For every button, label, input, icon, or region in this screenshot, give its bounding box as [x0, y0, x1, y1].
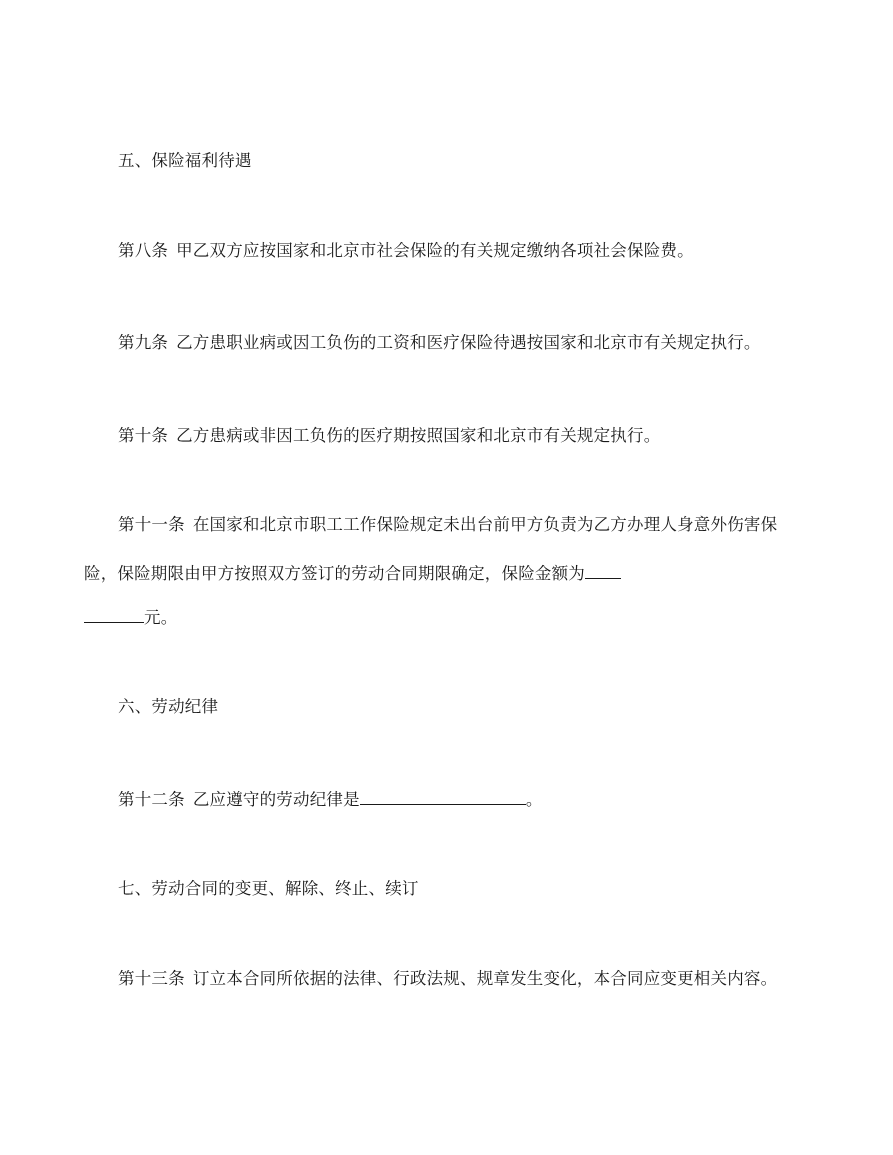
- article-13: [118, 968, 777, 990]
- article-number: 第八条: [118, 241, 169, 260]
- article-text: 甲乙双方应按国家和北京市社会保险的有关规定缴纳各项社会保险费。: [176, 241, 694, 260]
- article-11-line-3: [84, 606, 177, 629]
- article-number: 第十一条: [118, 515, 185, 534]
- article-text: 乙方患职业病或因工负伤的工资和医疗保险待遇按国家和北京市有关规定执行。: [176, 333, 761, 352]
- section-heading-insurance: 五、保险福利待遇: [118, 151, 252, 170]
- article-text: 险，保险期限由甲方按照双方签订的劳动合同期限确定，保险金额为: [84, 564, 585, 583]
- fill-in-blank: [84, 606, 144, 623]
- article-number: 第十三条: [118, 969, 185, 988]
- article-11-line-1: [118, 514, 777, 536]
- article-8: [118, 240, 694, 262]
- section-heading-discipline: 六、劳动纪律: [118, 697, 219, 716]
- article-number: 第十二条: [118, 790, 185, 809]
- article-text: 乙方患病或非因工负伤的医疗期按照国家和北京市有关规定执行。: [176, 426, 661, 445]
- article-12: 第十二条 乙应遵守的劳动纪律是 。: [118, 790, 543, 809]
- article-number: 第十条: [118, 426, 169, 445]
- fill-in-blank: [585, 562, 621, 579]
- article-9: [118, 332, 761, 354]
- article-number: 第九条: [118, 333, 169, 352]
- article-text: 元。: [144, 608, 178, 627]
- article-text: 在国家和北京市职工工作保险规定未出台前甲方负责为乙方办理人身意外伤害保: [192, 515, 778, 534]
- article-11-line-2: [84, 562, 621, 585]
- article-text: 订立本合同所依据的法律、行政法规、规章发生变化，本合同应变更相关内容。: [192, 969, 778, 988]
- fill-in-blank: [360, 788, 526, 805]
- section-heading-contract-change: 七、劳动合同的变更、解除、终止、续订: [118, 879, 419, 898]
- article-10: [118, 425, 660, 447]
- article-text: 乙应遵守的劳动纪律是: [192, 790, 360, 809]
